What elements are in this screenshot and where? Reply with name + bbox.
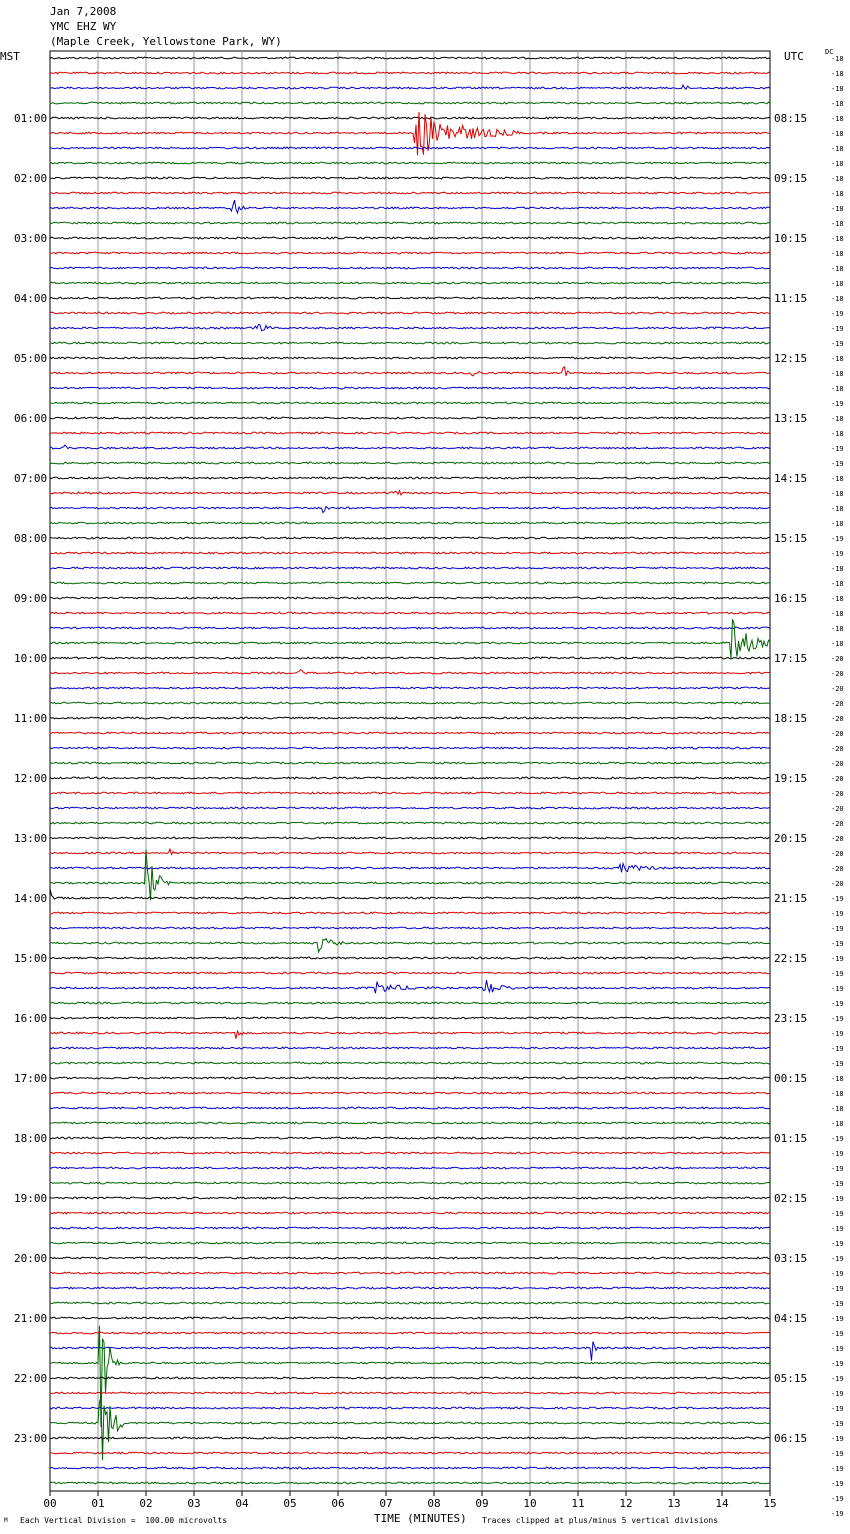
trace-row — [50, 1062, 770, 1064]
x-tick-label: 00 — [43, 1497, 57, 1510]
trace-row — [50, 912, 770, 914]
dc-offset-label: -18 — [831, 1120, 844, 1128]
utc-hour-label: 00:15 — [774, 1072, 808, 1085]
trace-row — [50, 849, 770, 855]
mst-hour-label: 11:00 — [14, 712, 48, 725]
utc-hour-label: 05:15 — [774, 1372, 808, 1385]
utc-hour-label: 04:15 — [774, 1312, 808, 1325]
x-tick-label: 04 — [235, 1497, 249, 1510]
utc-hour-label: 03:15 — [774, 1252, 808, 1265]
trace-row — [50, 102, 770, 104]
location-label: (Maple Creek, Yellowstone Park, WY) — [50, 35, 282, 48]
mst-hour-label: 02:00 — [14, 172, 48, 185]
utc-hour-label: 06:15 — [774, 1432, 808, 1445]
dc-offset-label: -19 — [831, 1210, 844, 1218]
dc-offset-label: -19 — [831, 1060, 844, 1068]
dc-offset-label: -20 — [831, 715, 844, 723]
trace-row — [50, 1326, 770, 1427]
dc-offset-label: -18 — [831, 385, 844, 393]
trace-row — [50, 1031, 770, 1039]
dc-offset-label: -20 — [831, 820, 844, 828]
dc-offset-label: -18 — [831, 580, 844, 588]
trace-row — [50, 1452, 770, 1454]
trace-row — [50, 324, 770, 330]
dc-offset-label: -19 — [831, 1195, 844, 1203]
trace-row — [50, 491, 770, 495]
x-tick-label: 03 — [187, 1497, 201, 1510]
utc-hour-label: 13:15 — [774, 412, 808, 425]
dc-offset-label: -19 — [831, 1045, 844, 1053]
dc-offset-label: -18 — [831, 280, 844, 288]
dc-offset-label: -20 — [831, 655, 844, 663]
dc-offset-label: -18 — [831, 415, 844, 423]
trace-row — [50, 192, 770, 194]
dc-offset-label: -18 — [831, 370, 844, 378]
trace-row — [50, 627, 770, 629]
dc-offset-label: -20 — [831, 775, 844, 783]
dc-offset-label: -19 — [831, 1510, 844, 1518]
dc-offset-label: -19 — [831, 460, 844, 468]
dc-offset-label: -20 — [831, 865, 844, 873]
trace-row — [50, 85, 770, 89]
x-tick-label: 14 — [715, 1497, 729, 1510]
utc-hour-label: 22:15 — [774, 952, 808, 965]
dc-offset-label: -20 — [831, 760, 844, 768]
dc-offset-label: -18 — [831, 475, 844, 483]
utc-hour-label: 01:15 — [774, 1132, 808, 1145]
trace-row — [50, 297, 770, 299]
trace-row — [50, 1467, 770, 1469]
trace-row — [50, 432, 770, 434]
trace-row — [50, 597, 770, 599]
trace-row — [50, 342, 770, 344]
dc-offset-label: -20 — [831, 805, 844, 813]
dc-offset-label: -19 — [831, 1030, 844, 1038]
dc-offset-label: -18 — [831, 640, 844, 648]
dc-offset-label: -19 — [831, 1495, 844, 1503]
x-tick-label: 11 — [571, 1497, 585, 1510]
dc-offset-label: -18 — [831, 220, 844, 228]
dc-label: DC — [825, 48, 834, 56]
utc-hour-label: 15:15 — [774, 532, 808, 545]
dc-offset-label: -19 — [831, 1240, 844, 1248]
date-label: Jan 7,2008 — [50, 5, 117, 18]
trace-row — [50, 477, 770, 479]
dc-offset-label: -20 — [831, 685, 844, 693]
utc-hour-label: 14:15 — [774, 472, 808, 485]
utc-hour-label: 12:15 — [774, 352, 808, 365]
mst-hour-label: 15:00 — [14, 952, 48, 965]
x-tick-label: 13 — [667, 1497, 681, 1510]
trace-row — [50, 1002, 770, 1004]
dc-offset-label: -18 — [831, 595, 844, 603]
dc-offset-label: -18 — [831, 1105, 844, 1113]
dc-offset-label: -18 — [831, 70, 844, 78]
trace-row — [50, 57, 770, 59]
trace-row — [50, 1302, 770, 1304]
dc-offset-label: -19 — [831, 1465, 844, 1473]
clip-note: Traces clipped at plus/minus 5 vertical divisions — [482, 1516, 719, 1525]
utc-hour-label: 10:15 — [774, 232, 808, 245]
trace-row — [50, 837, 770, 839]
trace-row — [50, 1212, 770, 1214]
trace-row — [50, 1392, 770, 1394]
utc-hour-label: 20:15 — [774, 832, 808, 845]
dc-offset-label: -20 — [831, 880, 844, 888]
dc-offset-label: -18 — [831, 250, 844, 258]
trace-row — [50, 177, 770, 179]
trace-row — [50, 732, 770, 734]
trace-row — [50, 1182, 770, 1184]
dc-offset-label: -20 — [831, 745, 844, 753]
dc-offset-label: -19 — [831, 1390, 844, 1398]
dc-offset-label: -18 — [831, 160, 844, 168]
dc-offset-label: -19 — [831, 1405, 844, 1413]
dc-offset-label: -19 — [831, 400, 844, 408]
dc-offset-label: -19 — [831, 1000, 844, 1008]
trace-row — [50, 1407, 770, 1409]
dc-offset-label: -18 — [831, 145, 844, 153]
mst-hour-label: 22:00 — [14, 1372, 48, 1385]
station-label: YMC EHZ WY — [50, 20, 117, 33]
trace-row — [50, 1167, 770, 1169]
trace-row — [50, 252, 770, 254]
trace-row — [50, 792, 770, 794]
trace-row — [50, 957, 770, 959]
dc-offset-label: -20 — [831, 835, 844, 843]
trace-row — [50, 1287, 770, 1289]
x-tick-label: 08 — [427, 1497, 441, 1510]
trace-row — [50, 1077, 770, 1079]
dc-offset-label: -19 — [831, 985, 844, 993]
trace-row — [50, 117, 770, 119]
trace-row — [50, 367, 770, 376]
trace-row — [50, 1152, 770, 1154]
trace-row — [50, 1377, 770, 1379]
dc-offset-label: -18 — [831, 55, 844, 63]
dc-offset-label: -18 — [831, 130, 844, 138]
utc-hour-label: 21:15 — [774, 892, 808, 905]
trace-row — [50, 864, 770, 873]
trace-row — [50, 582, 770, 584]
dc-offset-label: -19 — [831, 445, 844, 453]
trace-row — [50, 445, 770, 449]
dc-offset-label: -18 — [831, 175, 844, 183]
dc-offset-label: -19 — [831, 550, 844, 558]
dc-offset-label: -19 — [831, 1165, 844, 1173]
trace-row — [50, 1092, 770, 1094]
trace-row — [50, 147, 770, 149]
dc-offset-label: -18 — [831, 100, 844, 108]
x-tick-label: 07 — [379, 1497, 393, 1510]
corner-mark: M — [4, 1517, 8, 1524]
trace-row — [50, 972, 770, 974]
trace-row — [50, 1437, 770, 1439]
dc-offset-label: -19 — [831, 325, 844, 333]
utc-hour-label: 18:15 — [774, 712, 808, 725]
dc-offset-label: -18 — [831, 295, 844, 303]
dc-offset-label: -20 — [831, 700, 844, 708]
trace-row — [50, 1257, 770, 1259]
dc-offset-label: -18 — [831, 190, 844, 198]
dc-offset-label: -18 — [831, 205, 844, 213]
dc-offset-label: -19 — [831, 1450, 844, 1458]
trace-row — [50, 702, 770, 704]
mst-hour-label: 16:00 — [14, 1012, 48, 1025]
dc-offset-label: -19 — [831, 910, 844, 918]
trace-row — [50, 1332, 770, 1334]
dc-offset-label: -18 — [831, 430, 844, 438]
dc-offset-label: -19 — [831, 1015, 844, 1023]
mst-hour-label: 01:00 — [14, 112, 48, 125]
trace-row — [50, 1342, 770, 1361]
dc-offset-label: -20 — [831, 790, 844, 798]
mst-hour-label: 10:00 — [14, 652, 48, 665]
trace-row — [50, 222, 770, 224]
trace-row — [50, 670, 770, 674]
trace-row — [50, 162, 770, 164]
trace-row — [50, 762, 770, 764]
trace-row — [50, 237, 770, 239]
trace-row — [50, 537, 770, 539]
dc-offset-label: -19 — [831, 1480, 844, 1488]
dc-offset-label: -19 — [831, 940, 844, 948]
trace-row — [50, 402, 770, 404]
trace-row — [50, 1047, 770, 1049]
mst-hour-label: 18:00 — [14, 1132, 48, 1145]
x-tick-label: 01 — [91, 1497, 105, 1510]
trace-row — [50, 267, 770, 269]
mst-hour-label: 07:00 — [14, 472, 48, 485]
mst-hour-label: 19:00 — [14, 1192, 48, 1205]
dc-offset-label: -19 — [831, 925, 844, 933]
dc-offset-label: -18 — [831, 490, 844, 498]
dc-offset-label: -19 — [831, 1300, 844, 1308]
trace-row — [50, 777, 770, 779]
trace-row — [50, 552, 770, 554]
dc-offset-label: -18 — [831, 355, 844, 363]
trace-row — [50, 889, 770, 899]
trace-row — [50, 72, 770, 74]
dc-offset-label: -18 — [831, 520, 844, 528]
dc-offset-label: -18 — [831, 235, 844, 243]
dc-offset-label: -18 — [831, 565, 844, 573]
trace-row — [50, 687, 770, 689]
trace-row — [50, 312, 770, 314]
dc-offset-label: -19 — [831, 1435, 844, 1443]
trace-row — [50, 980, 770, 993]
mst-hour-label: 05:00 — [14, 352, 48, 365]
utc-hour-label: 19:15 — [774, 772, 808, 785]
dc-offset-label: -18 — [831, 85, 844, 93]
dc-offset-label: -19 — [831, 1360, 844, 1368]
scale-note: Each Vertical Division = 100.00 microvolts — [20, 1516, 228, 1525]
dc-offset-label: -18 — [831, 1090, 844, 1098]
dc-offset-label: -19 — [831, 1270, 844, 1278]
dc-offset-label: -18 — [831, 265, 844, 273]
x-tick-label: 02 — [139, 1497, 153, 1510]
mst-hour-label: 13:00 — [14, 832, 48, 845]
trace-row — [50, 822, 770, 824]
dc-offset-label: -19 — [831, 1180, 844, 1188]
mst-hour-label: 06:00 — [14, 412, 48, 425]
x-tick-label: 10 — [523, 1497, 537, 1510]
dc-offset-label: -18 — [831, 610, 844, 618]
dc-offset-label: -19 — [831, 895, 844, 903]
right-timezone-label: UTC — [784, 50, 804, 63]
dc-offset-label: -18 — [831, 505, 844, 513]
trace-row — [50, 1317, 770, 1319]
trace-row — [50, 717, 770, 719]
dc-offset-label: -19 — [831, 1375, 844, 1383]
trace-row — [50, 619, 770, 658]
dc-offset-label: -20 — [831, 730, 844, 738]
x-tick-label: 06 — [331, 1497, 345, 1510]
dc-offset-label: -19 — [831, 1150, 844, 1158]
trace-row — [50, 200, 770, 213]
utc-hour-label: 11:15 — [774, 292, 808, 305]
mst-hour-label: 12:00 — [14, 772, 48, 785]
trace-row — [50, 612, 770, 614]
dc-offset-label: -18 — [831, 625, 844, 633]
dc-offset-label: -19 — [831, 1330, 844, 1338]
x-tick-label: 15 — [763, 1497, 777, 1510]
utc-hour-label: 17:15 — [774, 652, 808, 665]
dc-offset-label: -19 — [831, 955, 844, 963]
x-tick-label: 05 — [283, 1497, 297, 1510]
mst-hour-label: 17:00 — [14, 1072, 48, 1085]
trace-row — [50, 1242, 770, 1244]
utc-hour-label: 23:15 — [774, 1012, 808, 1025]
x-tick-label: 09 — [475, 1497, 489, 1510]
mst-hour-label: 23:00 — [14, 1432, 48, 1445]
trace-row — [50, 1272, 770, 1274]
utc-hour-label: 09:15 — [774, 172, 808, 185]
mst-hour-label: 09:00 — [14, 592, 48, 605]
trace-row — [50, 1017, 770, 1019]
x-tick-label: 12 — [619, 1497, 633, 1510]
trace-row — [50, 567, 770, 569]
dc-offset-label: -19 — [831, 310, 844, 318]
dc-offset-label: -19 — [831, 1315, 844, 1323]
trace-row — [50, 282, 770, 284]
utc-hour-label: 02:15 — [774, 1192, 808, 1205]
left-timezone-label: MST — [0, 50, 20, 63]
mst-hour-label: 04:00 — [14, 292, 48, 305]
dc-offset-label: -19 — [831, 1255, 844, 1263]
trace-row — [50, 927, 770, 929]
trace-row — [50, 1482, 770, 1484]
trace-row — [50, 1107, 770, 1109]
dc-offset-label: -19 — [831, 1285, 844, 1293]
trace-row — [50, 850, 770, 901]
mst-hour-label: 03:00 — [14, 232, 48, 245]
trace-row — [50, 807, 770, 809]
trace-row — [50, 1137, 770, 1139]
dc-offset-label: -19 — [831, 535, 844, 543]
dc-offset-label: -20 — [831, 670, 844, 678]
mst-hour-label: 08:00 — [14, 532, 48, 545]
trace-row — [50, 507, 770, 513]
dc-offset-label: -18 — [831, 1075, 844, 1083]
x-axis-title: TIME (MINUTES) — [374, 1512, 467, 1525]
mst-hour-label: 20:00 — [14, 1252, 48, 1265]
trace-row — [50, 1227, 770, 1229]
dc-offset-label: -19 — [831, 970, 844, 978]
trace-row — [50, 462, 770, 464]
trace-row — [50, 939, 770, 952]
trace-row — [50, 657, 770, 659]
trace-row — [50, 357, 770, 359]
dc-offset-label: -18 — [831, 115, 844, 123]
dc-offset-label: -19 — [831, 1420, 844, 1428]
dc-offset-label: -19 — [831, 1345, 844, 1353]
dc-offset-label: -19 — [831, 1225, 844, 1233]
utc-hour-label: 08:15 — [774, 112, 808, 125]
trace-row — [50, 1197, 770, 1199]
utc-hour-label: 16:15 — [774, 592, 808, 605]
trace-row — [50, 522, 770, 524]
trace-row — [50, 387, 770, 389]
trace-row — [50, 1122, 770, 1124]
dc-offset-label: -19 — [831, 340, 844, 348]
mst-hour-label: 14:00 — [14, 892, 48, 905]
mst-hour-label: 21:00 — [14, 1312, 48, 1325]
trace-row — [50, 747, 770, 749]
dc-offset-label: -19 — [831, 1135, 844, 1143]
dc-offset-label: -20 — [831, 850, 844, 858]
trace-row — [50, 417, 770, 419]
